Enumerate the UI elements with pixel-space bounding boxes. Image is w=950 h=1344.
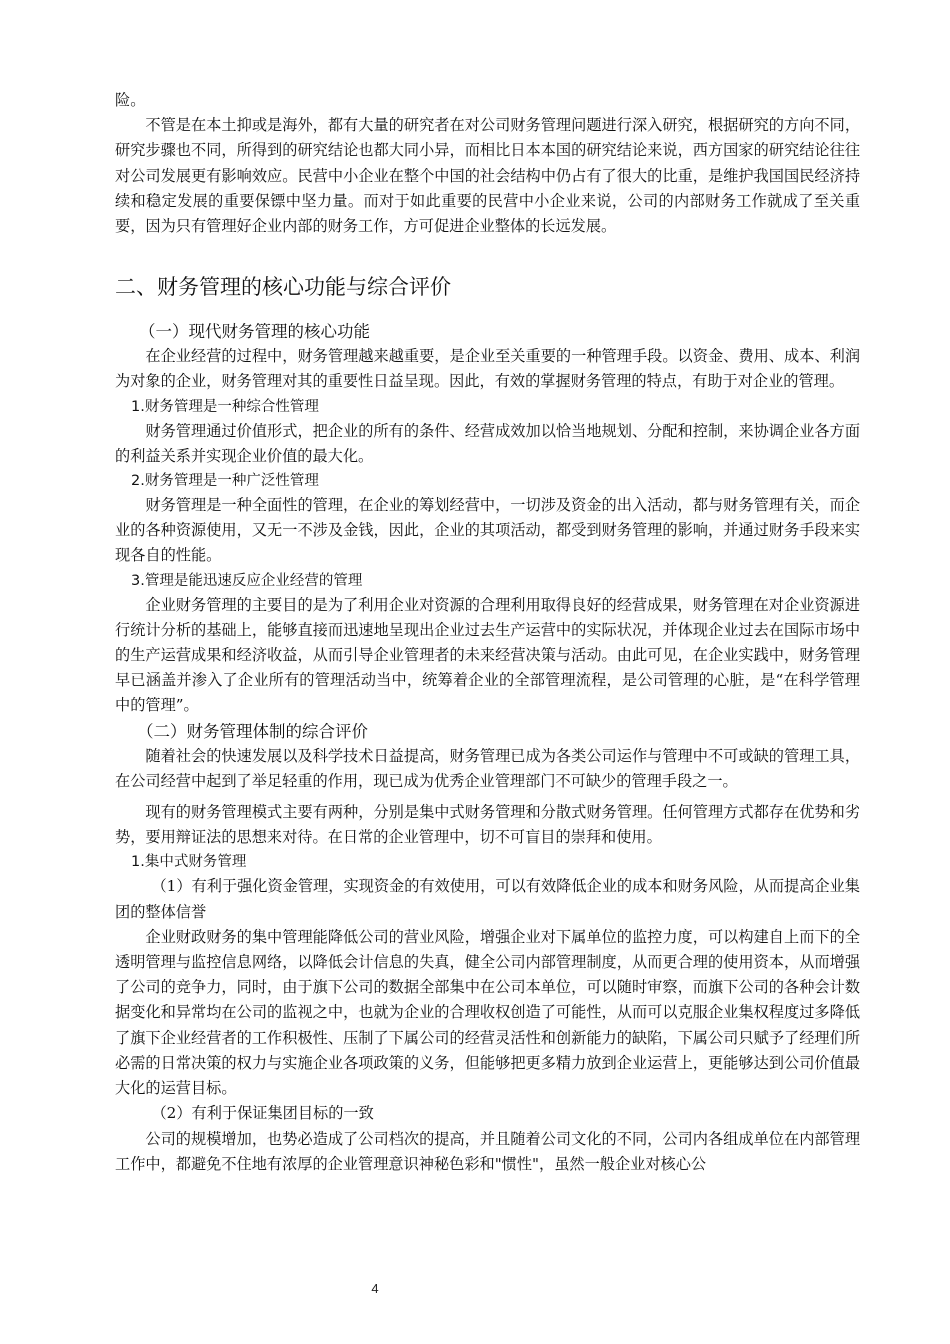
item-heading: 1.集中式财务管理 <box>131 854 247 871</box>
paragraph: 在企业经营的过程中，财务管理越来越重要，是企业至关重要的一种管理手段。以资金、费用、成本、利润为对象的企业，财务管理对其的重要性日益呈现。因此，有效的掌握财务管理的特点，有助于对企业的管理。 <box>115 347 860 391</box>
subsection-heading: （一）现代财务管理的核心功能 <box>139 322 370 342</box>
item-heading: 2.财务管理是一种广泛性管理 <box>131 473 319 490</box>
item-heading: 3.管理是能迅速反应企业经营的管理 <box>131 572 363 589</box>
section-heading: 二、财务管理的核心功能与综合评价 <box>115 275 451 300</box>
paragraph: 随着社会的快速发展以及科学技术日益提高，财务管理已成为各类公司运作与管理中不可或缺的管理工具，在公司经营中起到了举足轻重的作用，现已成为优秀企业管理部门不可缺少的管理手段之一。 <box>115 746 860 790</box>
subsection-heading: （二）财务管理体制的综合评价 <box>137 721 368 741</box>
page-number: 4 <box>371 1281 379 1296</box>
paragraph: 企业财务管理的主要目的是为了利用企业对资源的合理利用取得良好的经营成果，财务管理在对企业资源进行统计分析的基础上，能够直接而迅速地呈现出企业过去生产运营中的实际状况，并体现企业过去在国际市场中的生产运营成果和经济收益，从而引导企业管理者的未来经营决策与活动。由此可见，在企业实践中，财务管理早已涵盖并渗入了企业所有的管理活动当中，统筹着企业的全部管理流程，是公司管理的心脏，是“在科学管理中的管理”。 <box>115 595 860 715</box>
point-heading: （2）有利于保证集团目标的一致 <box>151 1104 374 1123</box>
paragraph: 企业财政财务的集中管理能降低公司的营业风险，增强企业对下属单位的监控力度，可以构建自上而下的全透明管理与监控信息网络，以降低会计信息的失真，健全公司内部管理制度，从而更合理的使用资本，从而增强了公司的竞争力，同时，由于旗下公司的数据全部集中在公司本单位，可以随时审察，而旗下公司的各种会计数据变化和异常均在公司的监视之中，也就为企业的合理收权创造了可能性，从而可以克服企业集权程度过多降低了旗下企业经营者的工作积极性、压制了下属公司的经营灵活性和创新能力的缺陷，下属公司只赋予了经理们所必需的日常决策的权力与实施企业各项政策的义务，但能够把更多精力放到企业运营上，更能够达到公司价值最大化的运营目标。 <box>115 927 860 1098</box>
point-heading: （1）有利于强化资金管理，实现资金的有效使用，可以有效降低企业的成本和财务风险，从而提高企业集团的整体信誉 <box>115 877 860 921</box>
paragraph: 财务管理通过价值形式，把企业的所有的条件、经营成效加以恰当地规划、分配和控制，来协调企业各方面的利益关系并实现企业价值的最大化。 <box>115 421 860 465</box>
paragraph: 现有的财务管理模式主要有两种，分别是集中式财务管理和分散式财务管理。任何管理方式都存在优势和劣势，要用辩证法的思想来对待。在日常的企业管理中，切不可盲目的崇拜和使用。 <box>115 803 860 847</box>
paragraph: 财务管理是一种全面性的管理，在企业的筹划经营中，一切涉及资金的出入活动，都与财务管理有关，而企业的各种资源使用，又无一不涉及金钱，因此，企业的其项活动，都受到财务管理的影响，并通过财务手段来实现各自的性能。 <box>115 496 860 565</box>
paragraph: 不管是在本土抑或是海外，都有大量的研究者在对公司财务管理问题进行深入研究，根据研究的方向不同，研究步骤也不同，所得到的研究结论也都大同小异，而相比日本本国的研究结论来说，西方国家的研究结论往往对公司发展更有影响效应。民营中小企业在整个中国的社会结构中仍占有了很大的比重，是维护我国国民经济持续和稳定发展的重要保镖中坚力量。而对于如此重要的民营中小企业来说，公司的内部财务工作就成了至关重要，因为只有管理好企业内部的财务工作，方可促进企业整体的长远发展。 <box>115 116 860 236</box>
item-heading: 1.财务管理是一种综合性管理 <box>131 398 319 415</box>
paragraph: 公司的规模增加，也势必造成了公司档次的提高，并且随着公司文化的不同，公司内各组成单位在内部管理工作中，都避免不住地有浓厚的企业管理意识神秘色彩和"惯性"，虽然一般企业对核心公 <box>115 1129 860 1173</box>
paragraph: 险。 <box>115 91 146 109</box>
page-content <box>115 88 860 1177</box>
